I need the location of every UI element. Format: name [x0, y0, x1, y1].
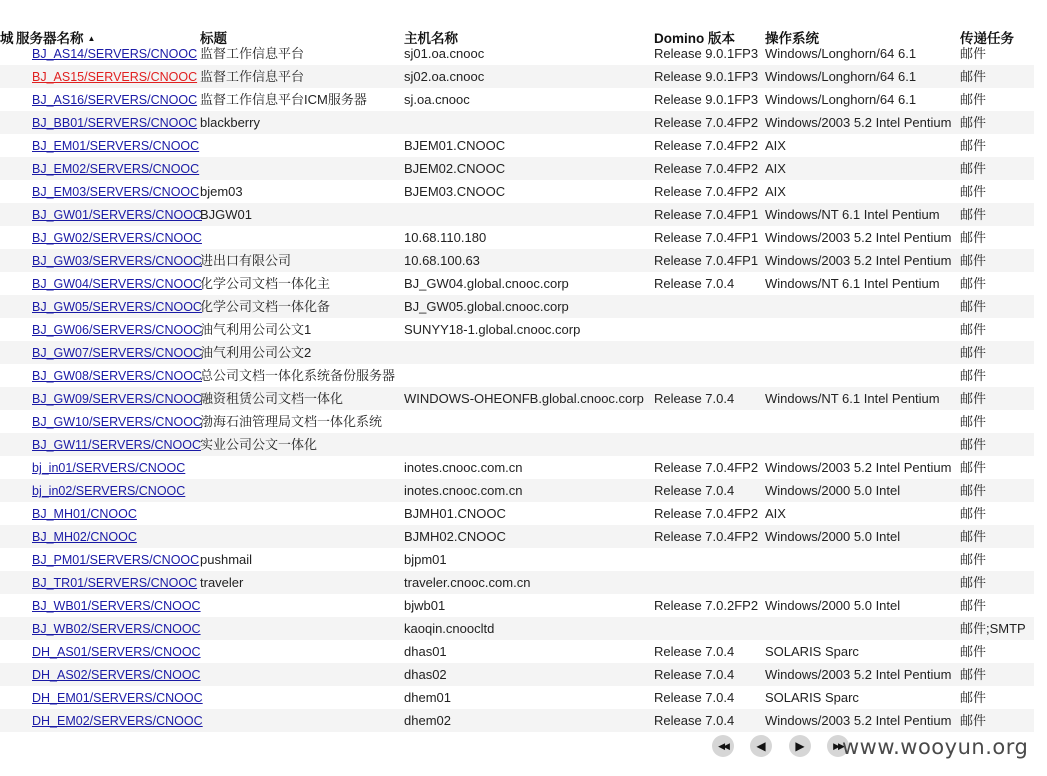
header-cut-label: 城: [0, 31, 14, 46]
table-row: [0, 111, 1034, 134]
header-os[interactable]: 操作系统: [765, 31, 819, 46]
task-cell: 邮件: [960, 552, 987, 567]
os-cell: AIX: [765, 138, 786, 153]
table-row: [0, 249, 1034, 272]
next-page-button[interactable]: ▶: [789, 735, 811, 757]
server-cell: [32, 46, 197, 62]
task-cell: 邮件: [960, 138, 987, 153]
task-cell: 邮件: [960, 115, 987, 130]
task-cell: 邮件: [960, 667, 987, 682]
server-cell: [32, 506, 137, 522]
header-title[interactable]: 标题: [200, 31, 227, 46]
server-cell: [32, 322, 202, 338]
table-row: [0, 272, 1034, 295]
server-cell: [32, 276, 202, 292]
host-cell: inotes.cnooc.com.cn: [404, 483, 523, 498]
domino-version-cell: Release 7.0.4FP1: [654, 230, 759, 245]
title-cell: blackberry: [200, 115, 260, 130]
server-cell: [32, 299, 202, 315]
first-page-button[interactable]: ◀◀: [712, 735, 734, 757]
domino-version-cell: Release 7.0.4FP2: [654, 460, 759, 475]
domino-version-cell: Release 9.0.1FP3: [654, 69, 759, 84]
os-cell: Windows/2000 5.0 Intel: [765, 529, 901, 544]
domino-version-cell: Release 7.0.4: [654, 391, 735, 406]
server-cell: [32, 207, 202, 223]
server-link[interactable]: BJ_GW11/SERVERS/CNOOC: [32, 438, 202, 452]
os-cell: Windows/2000 5.0 Intel: [765, 598, 901, 613]
host-cell: BJMH01.CNOOC: [404, 506, 506, 521]
table-row: [0, 410, 1034, 433]
server-cell: [32, 414, 202, 430]
prev-page-button[interactable]: ◀: [750, 735, 772, 757]
server-link[interactable]: BJ_MH01/CNOOC: [32, 507, 137, 521]
server-link[interactable]: BJ_AS16/SERVERS/CNOOC: [32, 93, 198, 107]
table-row: [0, 157, 1034, 180]
os-cell: Windows/Longhorn/64 6.1: [765, 92, 917, 107]
host-cell: bjwb01: [404, 598, 446, 613]
table-row: [0, 594, 1034, 617]
table-row: [0, 502, 1034, 525]
domino-version-cell: Release 7.0.4: [654, 644, 735, 659]
table-row: [0, 663, 1034, 686]
title-cell: 融资租赁公司文档一体化: [200, 391, 344, 406]
server-link[interactable]: BJ_AS14/SERVERS/CNOOC: [32, 47, 198, 61]
host-cell: BJ_GW05.global.cnooc.corp: [404, 299, 569, 314]
task-cell: 邮件: [960, 690, 987, 705]
header-server-name-label[interactable]: 服务器名称: [16, 31, 84, 46]
task-cell: 邮件: [960, 276, 987, 291]
os-cell: Windows/2003 5.2 Intel Pentium: [765, 713, 952, 728]
task-cell: 邮件: [960, 483, 987, 498]
table-row: [0, 456, 1034, 479]
task-cell: 邮件: [960, 345, 987, 360]
server-cell: [32, 138, 199, 154]
host-cell: 10.68.110.180: [404, 230, 487, 245]
table-row: [0, 203, 1034, 226]
server-cell: [32, 575, 197, 591]
title-cell: bjem03: [200, 184, 243, 199]
host-cell: dhas01: [404, 644, 447, 659]
table-row: [0, 525, 1034, 548]
table-row: [0, 686, 1034, 709]
title-cell: 渤海石油管理局文档一体化系统: [200, 414, 383, 429]
os-cell: AIX: [765, 161, 786, 176]
host-cell: WINDOWS-OHEONFB.global.cnooc.corp: [404, 391, 644, 406]
title-cell: 化学公司文档一体化备: [200, 299, 331, 314]
os-cell: Windows/Longhorn/64 6.1: [765, 69, 917, 84]
server-link[interactable]: BJ_PM01/SERVERS/CNOOC: [32, 553, 200, 567]
server-link[interactable]: BJ_GW08/SERVERS/CNOOC: [32, 369, 202, 383]
server-link[interactable]: BJ_EM02/SERVERS/CNOOC: [32, 162, 200, 176]
server-cell: [32, 483, 185, 499]
os-cell: Windows/2000 5.0 Intel: [765, 483, 901, 498]
table-row: [0, 548, 1034, 571]
title-cell: 实业公司公文一体化: [200, 437, 318, 452]
title-cell: 油气利用公司公文1: [200, 322, 312, 337]
title-cell: 监督工作信息平台: [200, 69, 305, 84]
server-link[interactable]: BJ_GW06/SERVERS/CNOOC: [32, 323, 202, 337]
host-cell: BJ_GW04.global.cnooc.corp: [404, 276, 569, 291]
table-row: [0, 433, 1034, 456]
domino-version-cell: Release 7.0.4FP1: [654, 207, 759, 222]
server-link[interactable]: BJ_WB02/SERVERS/CNOOC: [32, 622, 201, 636]
table-row: [0, 364, 1034, 387]
task-cell: 邮件: [960, 69, 987, 84]
domino-version-cell: Release 7.0.4: [654, 667, 735, 682]
domino-version-cell: Release 7.0.4FP2: [654, 529, 759, 544]
title-cell: 监督工作信息平台ICM服务器: [200, 92, 367, 107]
host-cell: sj01.oa.cnooc: [404, 46, 485, 61]
server-link[interactable]: BJ_GW09/SERVERS/CNOOC: [32, 392, 202, 406]
domino-version-cell: Release 7.0.4: [654, 483, 735, 498]
server-cell: [32, 92, 197, 108]
os-cell: Windows/NT 6.1 Intel Pentium: [765, 276, 940, 291]
server-cell: [32, 598, 201, 614]
task-cell: 邮件: [960, 322, 987, 337]
title-cell: pushmail: [200, 552, 253, 567]
server-cell: [32, 713, 203, 729]
server-link[interactable]: BJ_GW01/SERVERS/CNOOC: [32, 208, 202, 222]
table-row: [0, 640, 1034, 663]
host-cell: 10.68.100.63: [404, 253, 480, 268]
host-cell: dhem01: [404, 690, 451, 705]
domino-version-cell: Release 9.0.1FP3: [654, 46, 759, 61]
server-table: [0, 42, 1047, 732]
task-cell: 邮件: [960, 437, 987, 452]
title-cell: 监督工作信息平台: [200, 46, 305, 61]
table-row: [0, 65, 1034, 88]
server-link[interactable]: BJ_GW07/SERVERS/CNOOC: [32, 346, 202, 360]
domino-version-cell: Release 7.0.4: [654, 276, 735, 291]
os-cell: Windows/2003 5.2 Intel Pentium: [765, 667, 952, 682]
host-cell: sj.oa.cnooc: [404, 92, 470, 107]
server-link[interactable]: BJ_GW05/SERVERS/CNOOC: [32, 300, 202, 314]
os-cell: Windows/2003 5.2 Intel Pentium: [765, 253, 952, 268]
server-link[interactable]: BJ_WB01/SERVERS/CNOOC: [32, 599, 201, 613]
os-cell: Windows/NT 6.1 Intel Pentium: [765, 207, 940, 222]
host-cell: kaoqin.cnoocltd: [404, 621, 495, 636]
header-host-name[interactable]: 主机名称: [404, 31, 458, 46]
os-cell: Windows/2003 5.2 Intel Pentium: [765, 230, 952, 245]
os-cell: SOLARIS Sparc: [765, 690, 859, 705]
task-cell: 邮件: [960, 184, 987, 199]
server-link[interactable]: DH_AS01/SERVERS/CNOOC: [32, 645, 201, 659]
host-cell: SUNYY18-1.global.cnooc.corp: [404, 322, 581, 337]
table-row: [0, 617, 1034, 640]
server-link[interactable]: bj_in02/SERVERS/CNOOC: [32, 484, 186, 498]
server-link[interactable]: BJ_GW03/SERVERS/CNOOC: [32, 254, 202, 268]
server-link[interactable]: BJ_EM01/SERVERS/CNOOC: [32, 139, 200, 153]
title-cell: 进出口有限公司: [200, 253, 292, 268]
title-cell: BJGW01: [200, 207, 253, 222]
server-link[interactable]: bj_in01/SERVERS/CNOOC: [32, 461, 186, 475]
server-cell: [32, 161, 199, 177]
server-cell: [32, 644, 201, 660]
server-link[interactable]: BJ_EM03/SERVERS/CNOOC: [32, 185, 200, 199]
table-row: [0, 387, 1034, 410]
domino-version-cell: Release 7.0.4FP2: [654, 506, 759, 521]
table-row: [0, 180, 1034, 203]
domino-version-cell: Release 7.0.4FP2: [654, 138, 759, 153]
task-cell: 邮件: [960, 391, 987, 406]
column-header-row: [0, 0, 1047, 46]
host-cell: BJEM01.CNOOC: [404, 138, 506, 153]
task-cell: 邮件: [960, 460, 987, 475]
server-link[interactable]: BJ_GW02/SERVERS/CNOOC: [32, 231, 202, 245]
table-row: [0, 479, 1034, 502]
task-cell: 邮件: [960, 713, 987, 728]
task-cell: 邮件: [960, 46, 987, 61]
title-cell: 油气利用公司公文2: [200, 345, 312, 360]
domino-version-cell: Release 7.0.2FP2: [654, 598, 759, 613]
os-cell: AIX: [765, 506, 786, 521]
host-cell: sj02.oa.cnooc: [404, 69, 485, 84]
header-domino-version[interactable]: Domino 版本: [654, 31, 735, 46]
domino-version-cell: Release 7.0.4FP2: [654, 115, 759, 130]
server-link[interactable]: BJ_GW10/SERVERS/CNOOC: [32, 415, 202, 429]
domino-version-cell: Release 7.0.4FP2: [654, 161, 759, 176]
server-link[interactable]: BJ_BB01/SERVERS/CNOOC: [32, 116, 198, 130]
table-row: [0, 88, 1034, 111]
server-cell: [32, 621, 201, 637]
host-cell: traveler.cnooc.com.cn: [404, 575, 531, 590]
host-cell: dhas02: [404, 667, 447, 682]
domino-version-cell: Release 7.0.4: [654, 713, 735, 728]
server-link[interactable]: DH_EM01/SERVERS/CNOOC: [32, 691, 203, 705]
table-row: [0, 318, 1034, 341]
server-link[interactable]: DH_AS02/SERVERS/CNOOC: [32, 668, 201, 682]
host-cell: inotes.cnooc.com.cn: [404, 460, 523, 475]
host-cell: dhem02: [404, 713, 451, 728]
task-cell: 邮件: [960, 414, 987, 429]
title-cell: 化学公司文档一体化主: [200, 276, 331, 291]
os-cell: AIX: [765, 184, 786, 199]
server-link[interactable]: BJ_MH02/CNOOC: [32, 530, 137, 544]
server-cell: [32, 690, 203, 706]
server-cell: [32, 230, 202, 246]
os-cell: Windows/NT 6.1 Intel Pentium: [765, 391, 940, 406]
server-cell: [32, 253, 202, 269]
task-cell: 邮件;SMTP: [960, 621, 1026, 636]
server-cell: [32, 460, 185, 476]
server-cell: [32, 529, 137, 545]
server-link[interactable]: BJ_TR01/SERVERS/CNOOC: [32, 576, 198, 590]
host-cell: BJMH02.CNOOC: [404, 529, 506, 544]
server-cell: [32, 345, 202, 361]
os-cell: Windows/2003 5.2 Intel Pentium: [765, 115, 952, 130]
table-row: [0, 295, 1034, 318]
server-cell: [32, 115, 197, 131]
server-cell: [32, 552, 199, 568]
table-row: [0, 709, 1034, 732]
task-cell: 邮件: [960, 575, 987, 590]
domino-version-cell: Release 9.0.1FP3: [654, 92, 759, 107]
table-row: [0, 571, 1034, 594]
header-tasks[interactable]: 传递任务: [960, 31, 1014, 46]
task-cell: 邮件: [960, 644, 987, 659]
task-cell: 邮件: [960, 161, 987, 176]
task-cell: 邮件: [960, 230, 987, 245]
os-cell: SOLARIS Sparc: [765, 644, 859, 659]
server-cell: [32, 368, 202, 384]
server-link[interactable]: BJ_GW04/SERVERS/CNOOC: [32, 277, 202, 291]
task-cell: 邮件: [960, 368, 987, 383]
domino-version-cell: Release 7.0.4FP1: [654, 253, 759, 268]
title-cell: traveler: [200, 575, 244, 590]
task-cell: 邮件: [960, 207, 987, 222]
host-cell: BJEM03.CNOOC: [404, 184, 506, 199]
server-cell: [32, 437, 201, 453]
task-cell: 邮件: [960, 598, 987, 613]
server-cell: [32, 391, 202, 407]
server-link[interactable]: DH_EM02/SERVERS/CNOOC: [32, 714, 203, 728]
task-cell: 邮件: [960, 299, 987, 314]
last-page-button[interactable]: ▶▶: [827, 735, 849, 757]
task-cell: 邮件: [960, 253, 987, 268]
task-cell: 邮件: [960, 506, 987, 521]
domino-version-cell: Release 7.0.4: [654, 690, 735, 705]
host-cell: bjpm01: [404, 552, 447, 567]
os-cell: Windows/Longhorn/64 6.1: [765, 46, 917, 61]
task-cell: 邮件: [960, 529, 987, 544]
watermark: www.wooyun.org: [842, 735, 1029, 759]
task-cell: 邮件: [960, 92, 987, 107]
table-row: [0, 134, 1034, 157]
table-row: [0, 42, 1034, 65]
server-link[interactable]: BJ_AS15/SERVERS/CNOOC: [32, 70, 198, 84]
table-row: [0, 226, 1034, 249]
os-cell: Windows/2003 5.2 Intel Pentium: [765, 460, 952, 475]
server-cell: [32, 667, 201, 683]
server-cell: [32, 184, 199, 200]
table-row: [0, 341, 1034, 364]
domino-version-cell: Release 7.0.4FP2: [654, 184, 759, 199]
title-cell: 总公司文档一体化系统备份服务器: [200, 368, 396, 383]
sort-ascending-icon[interactable]: ▲: [87, 34, 96, 43]
server-cell: [32, 69, 197, 85]
host-cell: BJEM02.CNOOC: [404, 161, 506, 176]
